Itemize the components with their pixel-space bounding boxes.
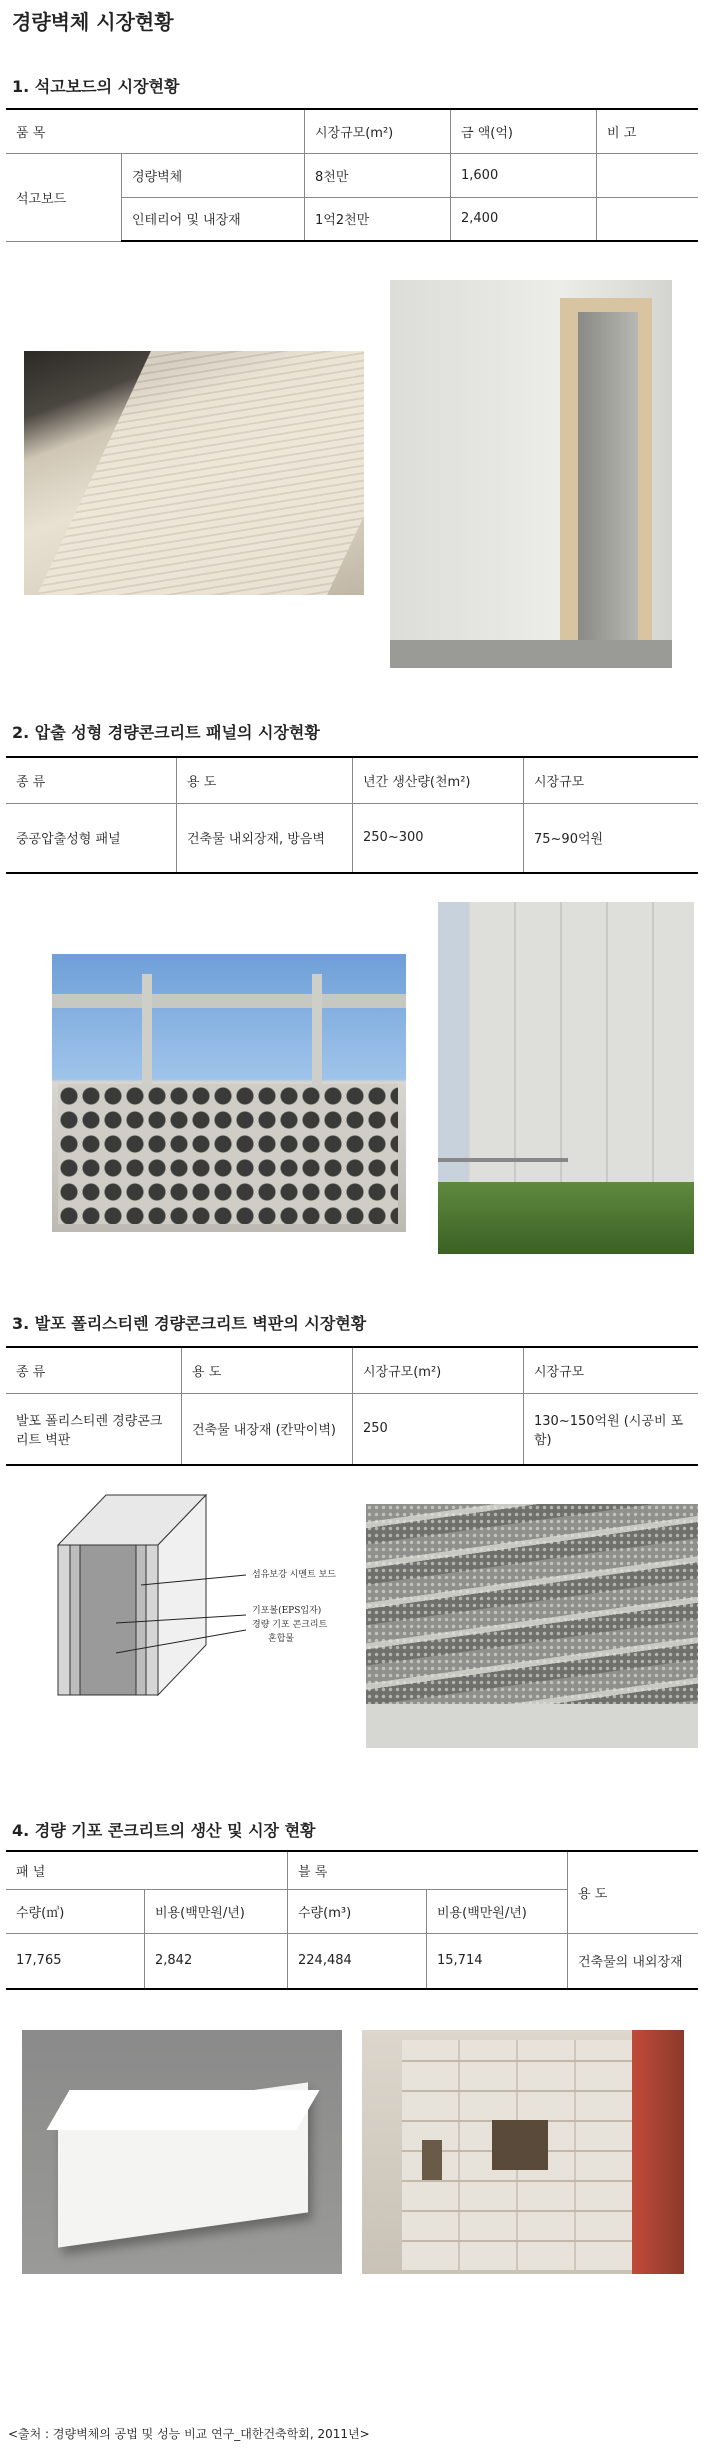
- header-quantity: 수량(m³): [288, 1889, 427, 1933]
- table-cell: 250~300: [353, 803, 524, 873]
- aerated-block-photo: [22, 2030, 342, 2274]
- table-cell: 인테리어 및 내장재: [122, 197, 305, 241]
- header-note: 비 고: [597, 109, 699, 153]
- drywall-doorway-photo: [390, 280, 672, 668]
- header-cost: 비용(백만원/년): [427, 1889, 568, 1933]
- header-market-size-m2: 시장규모(m²): [353, 1347, 524, 1393]
- table-cell: 250: [353, 1393, 524, 1465]
- table-cell: 2,842: [145, 1933, 288, 1989]
- source-citation: <출처 : 경량벽체의 공법 및 성능 비교 연구_대한건축학회, 2011년>: [8, 2427, 370, 2441]
- header-market-size: 시장규모: [524, 1347, 699, 1393]
- header-usage: 용 도: [177, 757, 353, 803]
- section-3-heading: 3. 발포 폴리스티렌 경량콘크리트 벽판의 시장현황: [12, 1314, 367, 1333]
- diagram-label: 경량 기포 콘크리트: [252, 1620, 328, 1630]
- table-cell: [597, 153, 699, 197]
- header-market-size: 시장규모(m²): [305, 109, 451, 153]
- eps-panel-table: [6, 1346, 698, 1466]
- table-cell: 중공압출성형 패널: [6, 803, 177, 873]
- table-cell: 발포 폴리스티렌 경량콘크리트 벽판: [6, 1393, 182, 1465]
- table-cell: 75~90억원: [524, 803, 699, 873]
- section-1-heading: 1. 석고보드의 시장현황: [12, 77, 180, 96]
- table-cell: 224,484: [288, 1933, 427, 1989]
- header-cost: 비용(백만원/년): [145, 1889, 288, 1933]
- section-4-heading: 4. 경량 기포 콘크리트의 생산 및 시장 현황: [12, 1821, 316, 1840]
- header-type: 종 류: [6, 757, 177, 803]
- table-cell: 1억2천만: [305, 197, 451, 241]
- table-cell: 2,400: [451, 197, 597, 241]
- header-usage: 용 도: [568, 1851, 699, 1933]
- panel-building-facade-photo: [438, 902, 694, 1254]
- table-cell: 130~150억원 (시공비 포함): [524, 1393, 699, 1465]
- group-block: 블 록: [288, 1851, 568, 1889]
- diagram-label: 기포볼(EPS입자): [252, 1606, 322, 1616]
- header-item: 품 목: [6, 109, 305, 153]
- table-cell: 1,600: [451, 153, 597, 197]
- group-label: 석고보드: [6, 153, 122, 241]
- eps-panel-cross-section-photo: [366, 1504, 698, 1748]
- table-cell: 건축물 내외장재, 방음벽: [177, 803, 353, 873]
- header-amount: 금 액(억): [451, 109, 597, 153]
- table-cell: [597, 197, 699, 241]
- eps-panel-diagram: [46, 1485, 374, 1705]
- header-type: 종 류: [6, 1347, 182, 1393]
- table-cell: 건축물의 내외장재: [568, 1933, 699, 1989]
- table-cell: 8천만: [305, 153, 451, 197]
- extruded-panel-table: [6, 756, 698, 874]
- diagram-label: 섬유보강 시멘트 보드: [252, 1570, 336, 1580]
- header-quantity: 수량(㎥): [6, 1889, 145, 1933]
- header-annual-production: 년간 생산량(천m²): [353, 757, 524, 803]
- aerated-concrete-table: [6, 1850, 698, 1990]
- hollow-panel-stacks-photo: [52, 954, 406, 1232]
- block-wall-construction-photo: [362, 2030, 684, 2274]
- header-usage: 용 도: [182, 1347, 353, 1393]
- page-title: 경량벽체 시장현황: [12, 10, 174, 34]
- group-panel: 패 널: [6, 1851, 288, 1889]
- table-cell: 15,714: [427, 1933, 568, 1989]
- diagram-label: 혼합물: [268, 1634, 295, 1644]
- gypsum-board-stack-photo: [24, 351, 364, 595]
- table-cell: 건축물 내장재 (칸막이벽): [182, 1393, 353, 1465]
- section-2-heading: 2. 압출 성형 경량콘크리트 패널의 시장현황: [12, 723, 320, 742]
- table-cell: 경량벽체: [122, 153, 305, 197]
- gypsum-board-table: [6, 108, 698, 242]
- table-cell: 17,765: [6, 1933, 145, 1989]
- header-market-size: 시장규모: [524, 757, 699, 803]
